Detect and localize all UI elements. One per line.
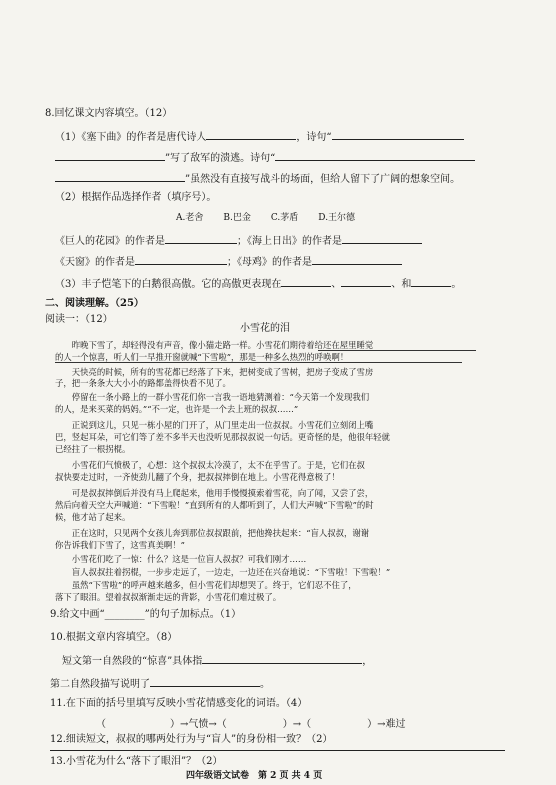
q8-title: 8.回忆课文内容填空。（12） <box>45 108 173 119</box>
q8-p1-line3: ”虽然没有直接写战斗的场面，但给人留下了广阔的想象空间。 <box>55 171 460 186</box>
passage-line: 正说到这儿，只见一栋小屋的门开了，从门里走出一位叔叔。小雪花们立刻闭上嘴 <box>55 420 374 430</box>
q11-chain: （ ）→气愤→（ ）→（ ）→难过 <box>96 719 406 730</box>
q12: 12.细读短文，叔叔的哪两处行为与“盲人”的身份相一致？（2） <box>50 734 333 745</box>
blank-author-1[interactable] <box>165 233 237 244</box>
blank-goose-1[interactable] <box>281 276 331 287</box>
q8-p1-line2: ”写了敌军的溃逃。诗句“ <box>55 150 475 165</box>
q8-p3: （3）丰子恺笔下的白鹅很高傲。它的高傲更表现在 、 、和 。 <box>55 276 461 291</box>
author-options: A.老舍 B.巴金 C.茅盾 D.王尔德 <box>176 213 356 223</box>
q8-p2: （2）根据作品选择作者（填序号）。 <box>55 192 217 203</box>
blank-poet[interactable] <box>206 129 296 140</box>
q10-line1: 短文第一自然段的“惊喜”具体指 ， <box>62 653 372 668</box>
passage-line: 盲人叔叔拄着拐棍，一步步走远了，一边走，一边还在兴奋地说：“下雪啦！下雪啦！” <box>55 567 391 577</box>
passage-line: 昨晚下雪了，却轻得没有声音，像小猫走路一样。小雪花们期待着给还在屋里睡觉 <box>55 340 374 350</box>
blank-goose-3[interactable] <box>411 276 451 287</box>
blank-author-2[interactable] <box>342 233 422 244</box>
passage-line: 候，他才站了起来。 <box>55 512 131 522</box>
blank-goose-2[interactable] <box>341 276 391 287</box>
q10-line2: 第二自然段描写说明了 。 <box>50 676 270 691</box>
passage-line: 子，把一条条大大小小的路都盖得快看不见了。 <box>55 378 231 388</box>
q11: 11.在下面的括号里填写反映小雪花情感变化的词语。（4） <box>50 698 308 709</box>
q10: 10.根据文章内容填空。（8） <box>50 632 178 643</box>
blank-author-4[interactable] <box>312 254 402 265</box>
blank-author-3[interactable] <box>135 254 227 265</box>
passage-line: 然后向着天空大声喊道：“下雪啦！”直到所有的人都听到了，人们大声喊“下雪啦”的时 <box>55 500 374 510</box>
passage-line: 虽然“下雪啦”的呼声越来越多，但小雪花们却想哭了。终于，它们忍不住了， <box>55 580 357 590</box>
passage-line: 小雪花们吃了一惊：什么？这是一位盲人叔叔？可我们刚才…… <box>55 554 307 564</box>
q8-match-row1: 《巨人的花园》的作者是 ；《海上日出》的作者是 <box>55 233 422 248</box>
blank-paragraph2[interactable] <box>150 676 260 687</box>
q9: 9.给文中画“________”的句子加标点。（1） <box>50 609 242 620</box>
q8-p1-line1: （1）《塞下曲》的作者是唐代诗人 ，诗句“ <box>55 129 464 144</box>
passage-line: 小雪花们气愤极了，心想：这个叔叔太冷漠了，太不在乎雪了。于是，它们在叔 <box>55 460 365 470</box>
target-sentence-underline <box>318 350 476 351</box>
passage-line: 的人，是来买菜的妈妈。”“不一定，也许是一个去上班的叔叔……” <box>55 404 299 414</box>
blank-poem-line-2b[interactable] <box>55 171 185 182</box>
section2-title: 二、阅读理解。（25） <box>45 298 144 309</box>
q8-match-row2: 《天窗》的作者是 ；《母鸡》的作者是 <box>55 254 402 269</box>
passage-title: 小雪花的泪 <box>240 323 290 334</box>
blank-poem-line-2a[interactable] <box>275 150 475 161</box>
passage-line: 停留在一条小路上的一群小雪花们你一言我一语地猜测着：“今天第一个发现我们 <box>55 392 370 402</box>
blank-poem-line-1b[interactable] <box>55 150 165 161</box>
passage-line: 天快亮的时候，所有的雪花都已经落了下来，把树变成了雪树，把房子变成了雪房 <box>55 367 374 377</box>
q13: 13.小雪花为什么“落下了眼泪”？（2） <box>50 756 223 767</box>
passage-line: 已经拄了一根拐棍。 <box>55 444 131 454</box>
passage-line: 你告诉我们下雪了，这雪真美啊！” <box>55 540 185 550</box>
passage-line: 正在这时，只见两个女孩儿奔到那位叔叔跟前，把他搀扶起来：“盲人叔叔，谢谢 <box>55 528 370 538</box>
passage-line: 可是叔叔摔倒后并没有马上爬起来，他用手慢慢摸索着雪花，向了闻，又尝了尝， <box>55 488 374 498</box>
blank-poem-line-1a[interactable] <box>332 129 464 140</box>
passage-line: 巴，竖起耳朵，可它们等了差不多半天也没听见那叔叔说一句话。更奇怪的是，他很年轻就 <box>55 432 390 442</box>
answer-line-q12[interactable] <box>50 750 505 751</box>
blank-surprise[interactable] <box>202 653 362 664</box>
page-footer: 四年级语文试卷 第 2 页 共 4 页 <box>186 771 323 781</box>
reading1-label: 阅读一：（12） <box>45 314 113 325</box>
passage-line: 的人一个惊喜，听人们一早推开窗就喊“下雪啦”，那是一种多么热烈的呼唤啊！ <box>55 352 349 362</box>
target-sentence-underline <box>55 362 462 363</box>
passage-line: 叔快要走过时，一齐使劲儿翻了个身，把叔叔摔倒在地上。小雪花得意极了！ <box>55 472 340 482</box>
passage-line: 落下了眼泪。望着叔叔渐渐走远的背影，小雪花们难过极了。 <box>55 592 282 602</box>
